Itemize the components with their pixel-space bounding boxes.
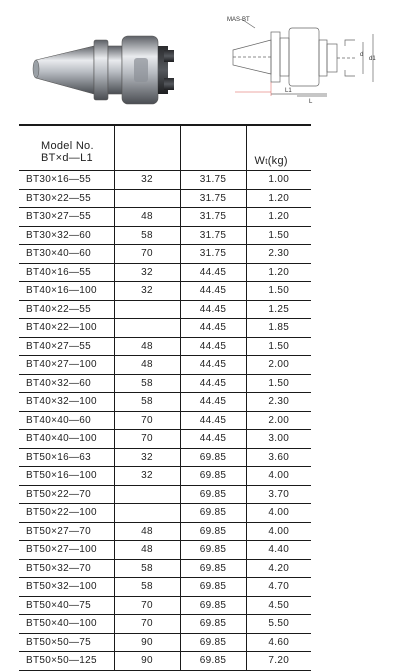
l-cell: 70	[114, 615, 180, 634]
l-cell	[114, 504, 180, 523]
d-cell: 69.85	[180, 522, 246, 541]
weight-cell: 2.00	[246, 356, 311, 375]
d-cell: 69.85	[180, 448, 246, 467]
model-cell: BT50×27—70	[19, 522, 114, 541]
weight-cell: 4.00	[246, 467, 311, 486]
table-row	[19, 633, 311, 652]
weight-cell: 5.50	[246, 615, 311, 634]
model-cell: BT50×27—100	[19, 541, 114, 560]
d-cell: 44.45	[180, 411, 246, 430]
weight-cell: 3.70	[246, 485, 311, 504]
l-cell: 48	[114, 522, 180, 541]
drawing-dim-l1: L1	[285, 88, 292, 94]
header-weight	[246, 125, 311, 171]
weight-cell: 1.00	[246, 171, 311, 190]
d-cell: 69.85	[180, 467, 246, 486]
table-row	[19, 559, 311, 578]
weight-cell: 2.00	[246, 411, 311, 430]
d-cell: 69.85	[180, 633, 246, 652]
table-row	[19, 504, 311, 523]
d-cell: 31.75	[180, 189, 246, 208]
model-cell: BT40×16—100	[19, 282, 114, 301]
drawing-dim-d: d	[360, 52, 364, 58]
d-cell: 31.75	[180, 208, 246, 227]
l-cell: 48	[114, 541, 180, 560]
d-cell: 69.85	[180, 652, 246, 671]
d-cell: 69.85	[180, 485, 246, 504]
weight-cell: 7.20	[246, 652, 311, 671]
drawing-callout-label: MAS-BT	[227, 17, 250, 23]
weight-cell: 4.40	[246, 541, 311, 560]
l-cell: 70	[114, 411, 180, 430]
header-weight-unit: (kg)	[267, 155, 288, 167]
d-cell: 31.75	[180, 245, 246, 264]
spec-table-header	[19, 125, 311, 171]
weight-cell: 4.00	[246, 522, 311, 541]
weight-cell: 1.50	[246, 374, 311, 393]
model-cell: BT30×27—55	[19, 208, 114, 227]
header-model-line1: Model No.	[41, 140, 94, 152]
model-cell: BT40×27—100	[19, 356, 114, 375]
weight-cell: 3.00	[246, 430, 311, 449]
header-model-line2: BT×d—L1	[41, 152, 93, 164]
weight-cell: 3.60	[246, 448, 311, 467]
table-row	[19, 541, 311, 560]
model-cell: BT40×40—100	[19, 430, 114, 449]
table-row	[19, 300, 311, 319]
weight-cell: 4.70	[246, 578, 311, 597]
table-row	[19, 393, 311, 412]
header-weight-sub: t	[265, 157, 268, 166]
model-cell: BT50×22—70	[19, 485, 114, 504]
weight-cell: 2.30	[246, 245, 311, 264]
model-cell: BT30×40—60	[19, 245, 114, 264]
model-cell: BT50×32—70	[19, 559, 114, 578]
table-row	[19, 189, 311, 208]
l-cell: 32	[114, 448, 180, 467]
l-cell: 90	[114, 633, 180, 652]
l-cell: 70	[114, 430, 180, 449]
model-cell: BT50×50—75	[19, 633, 114, 652]
d-cell: 69.85	[180, 596, 246, 615]
model-cell: BT30×16—55	[19, 171, 114, 190]
table-row	[19, 263, 311, 282]
weight-cell: 4.60	[246, 633, 311, 652]
model-cell: BT50×40—100	[19, 615, 114, 634]
model-cell: BT40×22—100	[19, 319, 114, 338]
l-cell: 58	[114, 559, 180, 578]
table-row	[19, 652, 311, 671]
d-cell: 69.85	[180, 559, 246, 578]
d-cell: 69.85	[180, 578, 246, 597]
model-cell: BT50×16—100	[19, 467, 114, 486]
d-cell: 69.85	[180, 541, 246, 560]
table-row	[19, 226, 311, 245]
d-cell: 44.45	[180, 356, 246, 375]
table-row	[19, 171, 311, 190]
d-cell: 69.85	[180, 504, 246, 523]
l-cell: 48	[114, 356, 180, 375]
table-row	[19, 411, 311, 430]
weight-cell: 4.50	[246, 596, 311, 615]
d-cell: 44.45	[180, 300, 246, 319]
header-d	[180, 125, 246, 171]
weight-cell: 4.00	[246, 504, 311, 523]
tool-holder-photo	[14, 24, 184, 114]
d-cell: 44.45	[180, 337, 246, 356]
d-cell: 44.45	[180, 393, 246, 412]
table-row	[19, 615, 311, 634]
l-cell	[114, 319, 180, 338]
weight-cell: 1.25	[246, 300, 311, 319]
weight-cell: 1.50	[246, 226, 311, 245]
spec-table	[19, 124, 311, 671]
header-model	[19, 125, 114, 171]
l-cell: 58	[114, 393, 180, 412]
model-cell: BT50×50—125	[19, 652, 114, 671]
table-row	[19, 356, 311, 375]
l-cell: 70	[114, 245, 180, 264]
l-cell: 32	[114, 263, 180, 282]
weight-cell: 2.30	[246, 393, 311, 412]
l-cell: 58	[114, 578, 180, 597]
d-cell: 44.45	[180, 319, 246, 338]
table-row	[19, 467, 311, 486]
l-cell: 58	[114, 374, 180, 393]
l-cell: 48	[114, 337, 180, 356]
drawing-dim-l: L	[309, 99, 313, 105]
model-cell: BT30×32—60	[19, 226, 114, 245]
header-l	[114, 125, 180, 171]
table-row	[19, 374, 311, 393]
model-cell: BT50×16—63	[19, 448, 114, 467]
table-row	[19, 596, 311, 615]
table-row	[19, 245, 311, 264]
weight-cell: 1.20	[246, 208, 311, 227]
l-cell: 58	[114, 226, 180, 245]
d-cell: 44.45	[180, 374, 246, 393]
model-cell: BT40×27—55	[19, 337, 114, 356]
model-cell: BT40×32—60	[19, 374, 114, 393]
model-cell: BT40×32—100	[19, 393, 114, 412]
weight-cell: 4.20	[246, 559, 311, 578]
l-cell: 70	[114, 596, 180, 615]
weight-cell: 1.50	[246, 282, 311, 301]
d-cell: 31.75	[180, 226, 246, 245]
d-cell: 44.45	[180, 263, 246, 282]
table-row	[19, 319, 311, 338]
model-cell: BT50×22—100	[19, 504, 114, 523]
model-cell: BT50×32—100	[19, 578, 114, 597]
weight-cell: 1.50	[246, 337, 311, 356]
d-cell: 31.75	[180, 171, 246, 190]
header-weight-main: W	[254, 155, 266, 167]
l-cell: 90	[114, 652, 180, 671]
l-cell: 48	[114, 208, 180, 227]
weight-cell: 1.20	[246, 189, 311, 208]
technical-drawing	[205, 10, 405, 110]
l-cell	[114, 189, 180, 208]
l-cell: 32	[114, 282, 180, 301]
table-row	[19, 485, 311, 504]
l-cell	[114, 300, 180, 319]
weight-cell: 1.85	[246, 319, 311, 338]
model-cell: BT30×22—55	[19, 189, 114, 208]
table-row	[19, 208, 311, 227]
l-cell	[114, 485, 180, 504]
d-cell: 44.45	[180, 430, 246, 449]
model-cell: BT40×40—60	[19, 411, 114, 430]
table-row	[19, 522, 311, 541]
l-cell: 32	[114, 171, 180, 190]
l-cell: 32	[114, 467, 180, 486]
d-cell: 69.85	[180, 615, 246, 634]
model-cell: BT50×40—75	[19, 596, 114, 615]
model-cell: BT40×22—55	[19, 300, 114, 319]
weight-cell: 1.20	[246, 263, 311, 282]
table-row	[19, 337, 311, 356]
table-row	[19, 282, 311, 301]
drawing-dim-d1: d1	[369, 56, 376, 62]
model-cell: BT40×16—55	[19, 263, 114, 282]
table-row	[19, 578, 311, 597]
d-cell: 44.45	[180, 282, 246, 301]
table-row	[19, 448, 311, 467]
table-row	[19, 430, 311, 449]
